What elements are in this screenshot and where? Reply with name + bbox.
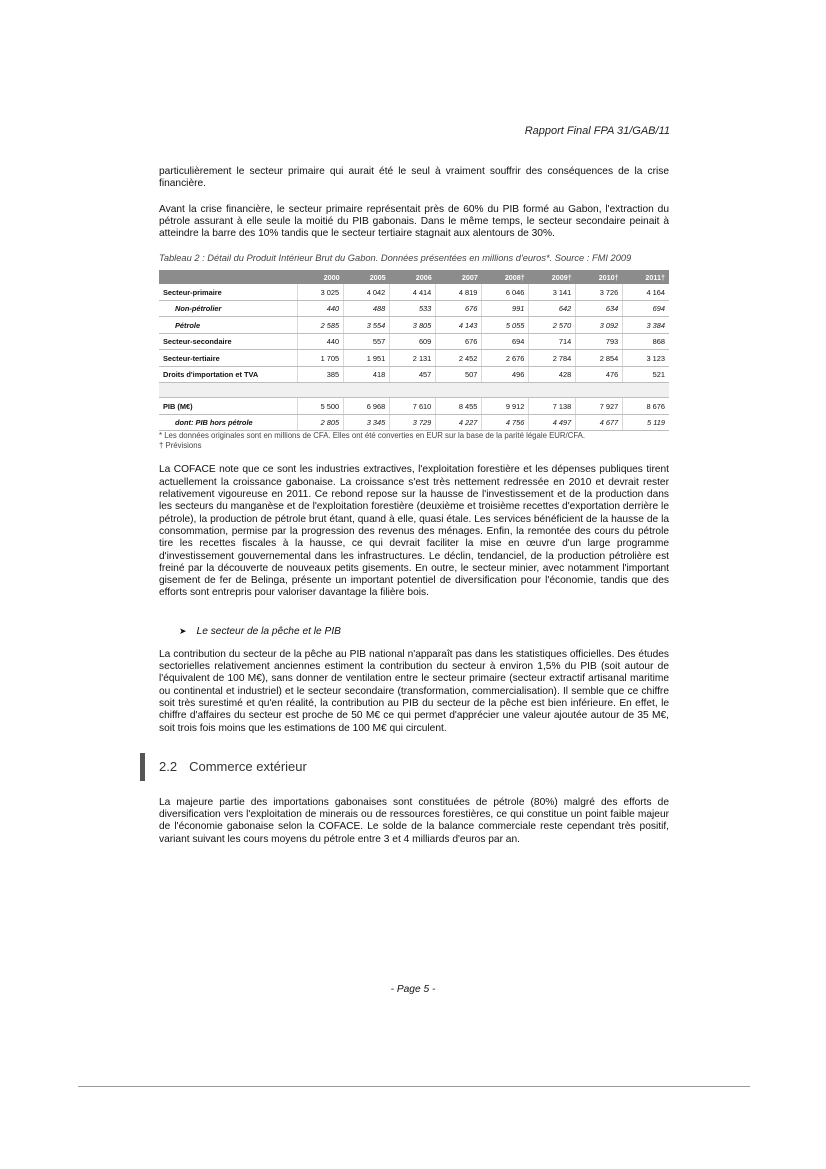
table-cell: 694 <box>482 333 529 350</box>
table-cell: 3 141 <box>529 284 576 300</box>
page-body <box>159 166 669 859</box>
table-row <box>159 333 669 350</box>
table-cell: 440 <box>298 300 344 317</box>
paragraph-pre-crisis: Avant la crise financière, le secteur primaire représentait près de 60% du PIB formé au Gabon, l'extraction du pétrole assurant à elle seule la moitié du PIB gabonais. Dans le même temps, le secteur secondaire peinait à atteindre la barre des 10% tandis que le secteur tertiaire stagnait aux alentours de 30%. <box>159 203 669 240</box>
table-cell: 2 131 <box>390 350 436 367</box>
table-cell: 7 610 <box>390 398 436 415</box>
table-cell: 5 119 <box>623 414 669 431</box>
header-empty-cell <box>159 270 298 284</box>
table-cell: 3 729 <box>390 414 436 431</box>
table-cell: 642 <box>529 300 576 317</box>
table-cell: 3 805 <box>390 317 436 334</box>
table-cell: 476 <box>576 366 623 383</box>
table-cell: 428 <box>529 366 576 383</box>
table-cell: 2 805 <box>298 414 344 431</box>
table-cell: 2 854 <box>576 350 623 367</box>
table-row <box>159 366 669 383</box>
table-cell: 8 676 <box>623 398 669 415</box>
table-spacer-row <box>159 383 669 398</box>
table-cell: 440 <box>298 333 344 350</box>
table-cell: 609 <box>390 333 436 350</box>
table-footnote: * Les données originales sont en millions de CFA. Elles ont été converties en EUR sur la base de la parité légale EUR/CFA. <box>159 431 586 441</box>
table-cell: 4 497 <box>529 414 576 431</box>
row-label: Non-pétrolier <box>159 300 298 317</box>
table-cell: 3 123 <box>623 350 669 367</box>
column-header: 2007 <box>436 270 482 284</box>
section-bar-decoration <box>140 753 145 781</box>
table-cell: 3 345 <box>344 414 390 431</box>
table-cell: 991 <box>482 300 529 317</box>
gdp-table <box>159 270 669 431</box>
table-cell: 3 554 <box>344 317 390 334</box>
table-cell: 7 927 <box>576 398 623 415</box>
table-row <box>159 284 669 300</box>
table-cell: 507 <box>436 366 482 383</box>
table-cell: 3 384 <box>623 317 669 334</box>
row-label: Secteur-primaire <box>159 284 298 300</box>
table-cell: 793 <box>576 333 623 350</box>
table-cell: 676 <box>436 300 482 317</box>
table-cell: 5 055 <box>482 317 529 334</box>
column-header: 2000 <box>298 270 344 284</box>
section-number: 2.2 <box>159 759 178 775</box>
table-header-row <box>159 270 669 284</box>
table-cell: 868 <box>623 333 669 350</box>
table-row <box>159 350 669 367</box>
table-cell: 2 452 <box>436 350 482 367</box>
report-reference: Rapport Final FPA 31/GAB/11 <box>524 125 670 137</box>
table-cell: 1 705 <box>298 350 344 367</box>
table-cell: 5 500 <box>298 398 344 415</box>
table-cell: 2 784 <box>529 350 576 367</box>
table-cell: 4 819 <box>436 284 482 300</box>
section-heading <box>144 753 669 781</box>
row-label: Secteur-secondaire <box>159 333 298 350</box>
table-cell: 3 726 <box>576 284 623 300</box>
paragraph-fishing: La contribution du secteur de la pêche au PIB national n'apparaît pas dans les statistiques officielles. Des études sectorielles relativement anciennes estiment la contribution du secteur à environ 1,5% du PIB (soit autour de l'équivalent de 100 M€), sans donner de ventilation entre le secteur primaire (secteur extractif artisanal maritime ou continental et industriel) et le secteur secondaire (transformation, commercialisation). Il semble que ce chiffre soit très surestimé et qu'en réalité, la contribution au PIB du secteur de la pêche est bien inférieure. En effet, le chiffre d'affaires du secteur est proche de 50 M€ ce qui permet d'apprécier une valeur ajoutée autour de 35 M€, soit trois fois moins que les estimations de 100 M€ qui circulent. <box>159 648 669 734</box>
table-row <box>159 398 669 415</box>
table-cell: 4 756 <box>482 414 529 431</box>
section-title: Commerce extérieur <box>189 759 307 775</box>
column-header: 2006 <box>390 270 436 284</box>
table-cell: 4 042 <box>344 284 390 300</box>
paragraph-trade: La majeure partie des importations gabonaises sont constituées de pétrole (80%) malgré des efforts de diversification vers l'exploitation de minerais ou de ressources forestières, ce qui constitue un point faible majeur de l'économie gabonaise selon la COFACE. Le solde de la balance commerciale reste cependant très positif, variant suivant les cours moyens du pétrole entre 3 et 4 milliards d'euros par an. <box>159 796 669 845</box>
table-row <box>159 414 669 431</box>
column-header: 2010† <box>576 270 623 284</box>
page-number: - Page 5 - <box>390 984 436 995</box>
table-cell: 8 455 <box>436 398 482 415</box>
table-cell: 457 <box>390 366 436 383</box>
arrow-bullet-icon: ➤ <box>179 625 187 636</box>
table-cell: 557 <box>344 333 390 350</box>
table-cell: 385 <box>298 366 344 383</box>
table-cell: 4 677 <box>576 414 623 431</box>
subsection-heading <box>179 626 669 637</box>
table-cell: 4 414 <box>390 284 436 300</box>
table-cell: 4 143 <box>436 317 482 334</box>
table-cell: 488 <box>344 300 390 317</box>
table-cell: 2 676 <box>482 350 529 367</box>
row-label: Pétrole <box>159 317 298 334</box>
table-cell: 4 227 <box>436 414 482 431</box>
table-cell: 7 138 <box>529 398 576 415</box>
table-cell: 3 025 <box>298 284 344 300</box>
table-cell: 4 164 <box>623 284 669 300</box>
table-cell: 3 092 <box>576 317 623 334</box>
table-cell: 2 570 <box>529 317 576 334</box>
footer-divider <box>78 1086 750 1087</box>
table-cell: 6 968 <box>344 398 390 415</box>
table-cell: 1 951 <box>344 350 390 367</box>
table-cell: 9 912 <box>482 398 529 415</box>
table-row <box>159 317 669 334</box>
table-cell: 521 <box>623 366 669 383</box>
table-caption: Tableau 2 : Détail du Produit Intérieur Brut du Gabon. Données présentées en millions d'euros*. Source : FMI 2009 <box>159 253 632 264</box>
row-label: Secteur-tertiaire <box>159 350 298 367</box>
spacer-cell <box>159 383 669 398</box>
table-cell: 496 <box>482 366 529 383</box>
table-cell: 676 <box>436 333 482 350</box>
table-cell: 634 <box>576 300 623 317</box>
table-cell: 2 585 <box>298 317 344 334</box>
table-cell: 714 <box>529 333 576 350</box>
table-footnote-forecast: † Prévisions <box>159 440 202 450</box>
table-cell: 6 046 <box>482 284 529 300</box>
column-header: 2009† <box>529 270 576 284</box>
row-label: Droits d'importation et TVA <box>159 366 298 383</box>
table-cell: 418 <box>344 366 390 383</box>
column-header: 2008† <box>482 270 529 284</box>
table-row <box>159 300 669 317</box>
paragraph-coface: La COFACE note que ce sont les industries extractives, l'exploitation forestière et les dépenses publiques tirent actuellement la croissance gabonaise. La croissance s'est très nettement redressée en 2010 et devrait rester relativement vigoureuse en 2011. Ce rebond repose sur la hausse de l'investissement et de la production dans les secteurs du manganèse et de l'exploitation forestière (deuxième et troisième recettes d'exportation derrière le pétrole), la production de pétrole brut étant, quand à elle, quasi étale. Les services bénéficient de la hausse de la consommation, permise par la progression des revenus des ménages. Enfin, la remontée des cours du pétrole tire les recettes fiscales à la hausse, ce qui devrait faciliter la mise en œuvre d'un large programme d'investissement gouvernemental dans les infrastructures. Le déclin, tendanciel, de la production pétrolière est freiné par la découverte de nouveaux petits gisements. En outre, le secteur minier, avec notamment l'important gisement de fer de Belinga, présente un important potentiel de diversification pour l'économie, tandis que des efforts sont entrepris pour valoriser davantage la filière bois. <box>159 464 669 599</box>
column-header: 2005 <box>344 270 390 284</box>
table-cell: 533 <box>390 300 436 317</box>
row-label: PIB (M€) <box>159 398 298 415</box>
column-header: 2011† <box>623 270 669 284</box>
table-cell: 694 <box>623 300 669 317</box>
row-label: dont: PIB hors pétrole <box>159 414 298 431</box>
paragraph-primary-sector: particulièrement le secteur primaire qui aurait été le seul à vraiment souffrir des conséquences de la crise financière. <box>159 166 669 190</box>
subsection-heading-text: Le secteur de la pêche et le PIB <box>196 625 341 637</box>
